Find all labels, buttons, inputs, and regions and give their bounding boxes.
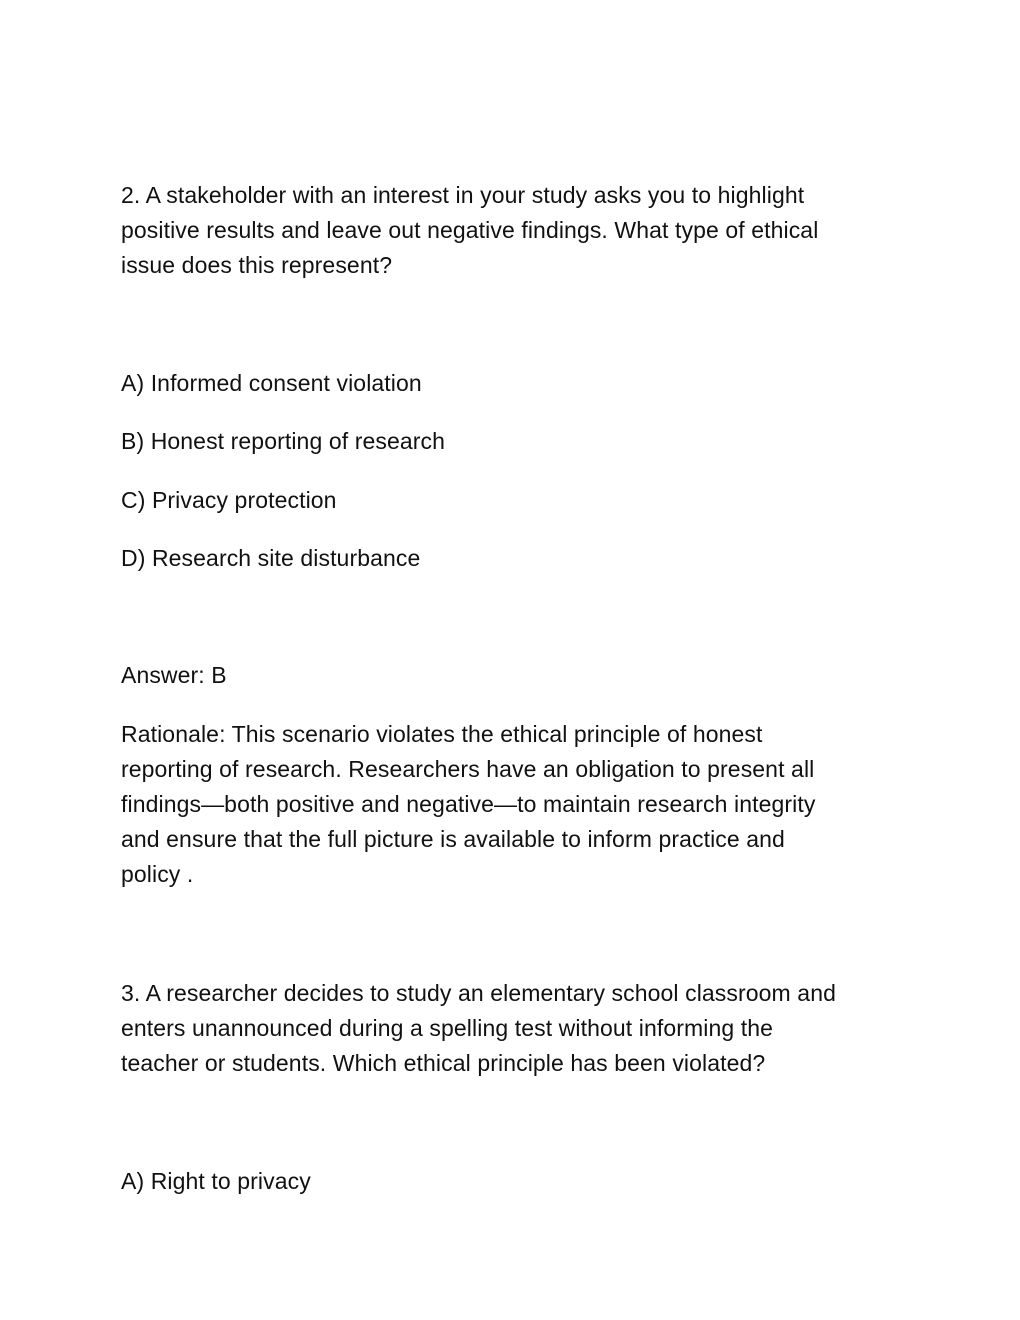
question-2-option-d: D) Research site disturbance [121,545,421,571]
question-3-stem-line: teacher or students. Which ethical principle has been violated? [121,1050,766,1076]
question-3-option-a: A) Right to privacy [121,1168,311,1194]
question-3-stem [121,976,881,1081]
question-2-option-a: A) Informed consent violation [121,370,422,396]
rationale-line: policy . [121,861,194,887]
rationale-line: and ensure that the full picture is available to inform practice and [121,826,785,852]
question-2-rationale [121,717,881,892]
question-2-stem [121,178,881,283]
question-2-stem-line: 2. A stakeholder with an interest in your study asks you to highlight [121,182,805,208]
rationale-line: Rationale: This scenario violates the ethical principle of honest [121,721,763,747]
question-2-stem-line: issue does this represent? [121,252,393,278]
question-2-answer: Answer: B [121,662,227,688]
question-3-stem-line: enters unannounced during a spelling test without informing the [121,1015,773,1041]
question-3-stem-line: 3. A researcher decides to study an elementary school classroom and [121,980,836,1006]
rationale-line: findings—both positive and negative—to maintain research integrity [121,791,816,817]
question-2-option-c: C) Privacy protection [121,487,337,513]
question-2-option-b: B) Honest reporting of research [121,428,445,454]
rationale-line: reporting of research. Researchers have an obligation to present all [121,756,815,782]
question-2-stem-line: positive results and leave out negative findings. What type of ethical [121,217,819,243]
